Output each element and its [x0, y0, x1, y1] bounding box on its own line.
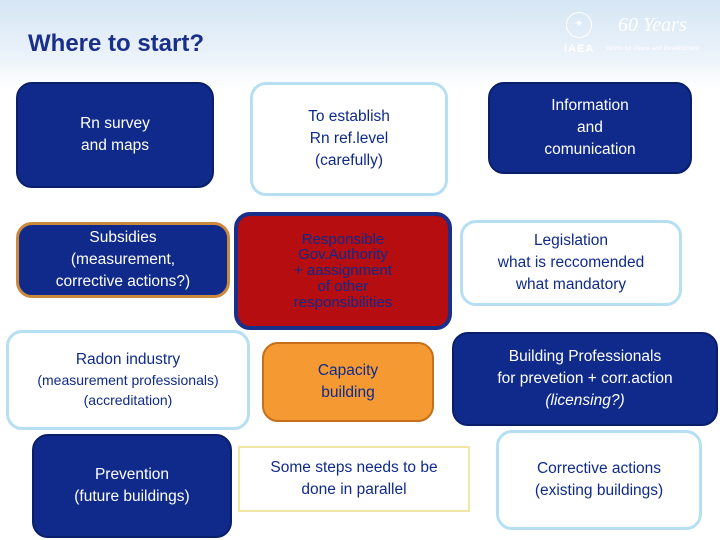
box-rn-survey-text: Rn survey and maps: [80, 115, 150, 154]
box-radon-industry-sub: (measurement professionals) (accreditation): [37, 372, 219, 408]
box-prevention-text: Prevention (future buildings): [74, 466, 190, 505]
box-rn-survey: [16, 82, 214, 188]
box-information-text: Information and comunication: [544, 97, 636, 158]
logo-org: IAEA: [564, 43, 595, 55]
box-subsidies: [16, 222, 230, 298]
iaea-logo: [562, 10, 712, 60]
page-title: Where to start?: [28, 30, 205, 57]
box-legislation: [460, 220, 682, 306]
logo-tagline: Atoms for Peace and Development: [606, 46, 700, 52]
box-building-professionals-licensing: (licensing?): [545, 392, 625, 409]
un-emblem-icon: ✦: [566, 12, 592, 38]
box-corrective-actions: [496, 430, 702, 530]
box-information: [488, 82, 692, 174]
logo-years: 60 Years: [618, 14, 687, 36]
box-subsidies-text: Subsidies (measurement, corrective actions?): [55, 229, 191, 290]
box-parallel-note: [238, 446, 470, 512]
box-capacity-building-text: Capacity building: [317, 362, 379, 401]
box-prevention: [32, 434, 232, 538]
box-legislation-text: Legislation what is reccomended what mandatory: [497, 232, 645, 293]
box-radon-industry-title: Radon industry: [75, 351, 181, 369]
box-responsible-authority-text: Responsible Gov.Authority + aassignment of other responsibilities: [293, 230, 393, 311]
box-responsible-authority: [234, 212, 452, 330]
box-establish-ref-level-text: To establish Rn ref.level (carefully): [308, 108, 390, 169]
box-corrective-actions-text: Corrective actions (existing buildings): [534, 460, 664, 499]
box-radon-industry: [6, 330, 250, 430]
box-establish-ref-level: [250, 82, 448, 196]
box-parallel-note-text: Some steps needs to be done in parallel: [270, 459, 438, 498]
box-building-professionals: [452, 332, 718, 426]
box-capacity-building: [262, 342, 434, 422]
box-building-professionals-text: Building Professionals for prevetion + corr.action: [497, 348, 673, 387]
